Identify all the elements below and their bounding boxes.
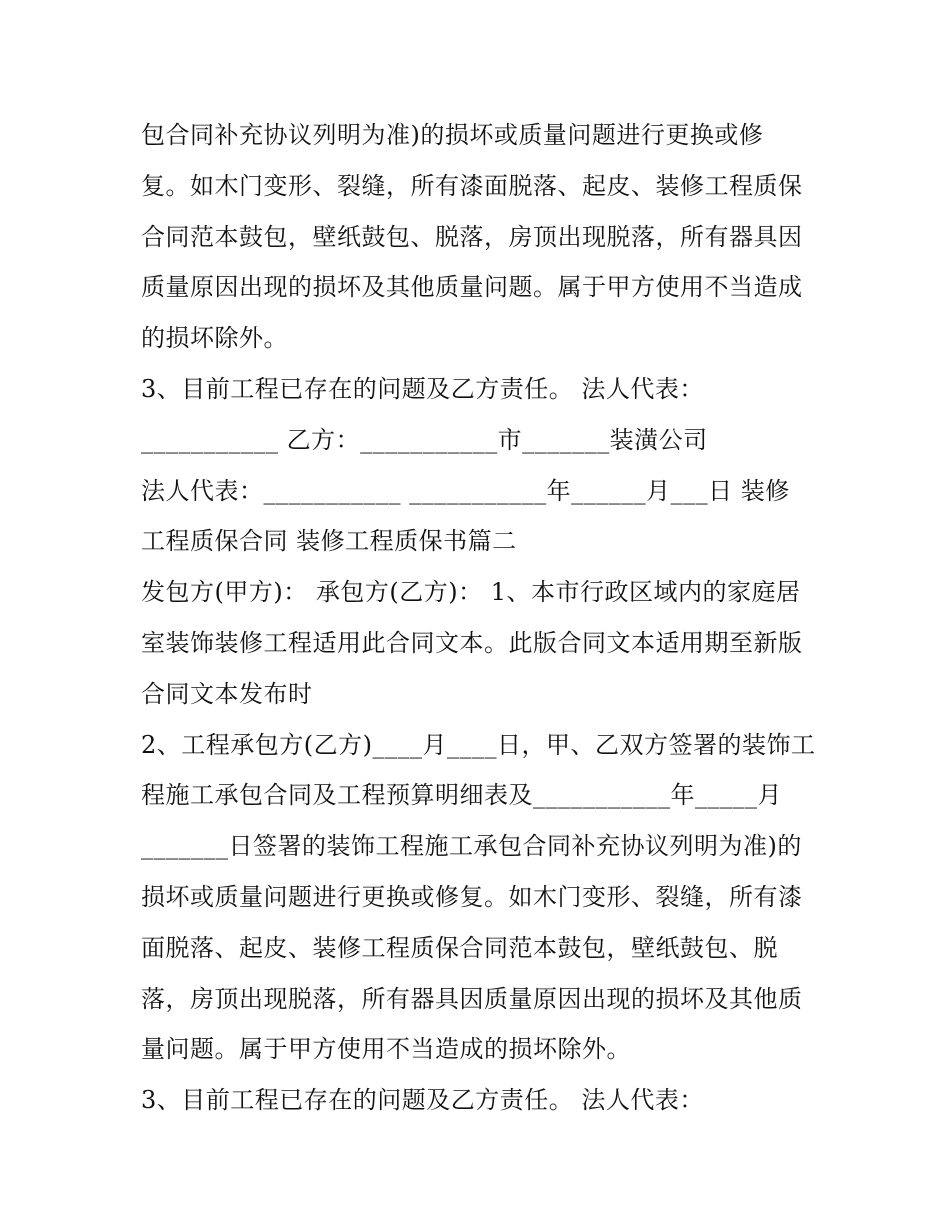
text-line: 程施工承包合同及工程预算明细表及___________年_____月 xyxy=(141,781,782,810)
text-line: 3、目前工程已存在的问题及乙方责任。 法人代表： xyxy=(141,374,704,403)
section-heading-line: 工程质保合同 装修工程质保书篇二 xyxy=(141,527,517,556)
text-line: 复。如木门变形、裂缝，所有漆面脱落、起皮、装修工程质保 xyxy=(141,171,803,200)
document-body xyxy=(141,110,831,1126)
text-line: 3、目前工程已存在的问题及乙方责任。 法人代表： xyxy=(141,1086,704,1115)
text-line: 损坏或质量问题进行更换或修复。如木门变形、裂缝，所有漆 xyxy=(141,882,803,911)
text-line: 发包方(甲方)： 承包方(乙方)： 1、本市行政区域内的家庭居 xyxy=(141,578,801,607)
text-line: 法人代表：___________ ___________年______月___日 装修 xyxy=(141,476,790,505)
text-line: 室装饰装修工程适用此合同文本。此版合同文本适用期至新版 xyxy=(141,628,803,657)
text-line: 落，房顶出现脱落，所有器具因质量原因出现的损坏及其他质 xyxy=(141,984,803,1013)
text-line: 2、工程承包方(乙方)____月____日，甲、乙双方签署的装饰工 xyxy=(141,730,816,759)
text-line: ___________ 乙方：___________市_______装潢公司 xyxy=(141,425,708,454)
text-line: 质量原因出现的损坏及其他质量问题。属于甲方使用不当造成 xyxy=(141,273,803,302)
text-line: 包合同补充协议列明为准)的损坏或质量问题进行更换或修 xyxy=(141,121,764,149)
text-line: 面脱落、起皮、装修工程质保合同范本鼓包，壁纸鼓包、脱 xyxy=(141,933,778,962)
text-line: 的损坏除外。 xyxy=(141,324,288,353)
text-line: _______日签署的装饰工程施工承包合同补充协议列明为准)的 xyxy=(141,832,802,861)
text-line: 合同文本发布时 xyxy=(141,679,313,708)
text-line: 量问题。属于甲方使用不当造成的损坏除外。 xyxy=(141,1035,631,1064)
text-line: 合同范本鼓包，壁纸鼓包、脱落，房顶出现脱落，所有器具因 xyxy=(141,222,803,251)
